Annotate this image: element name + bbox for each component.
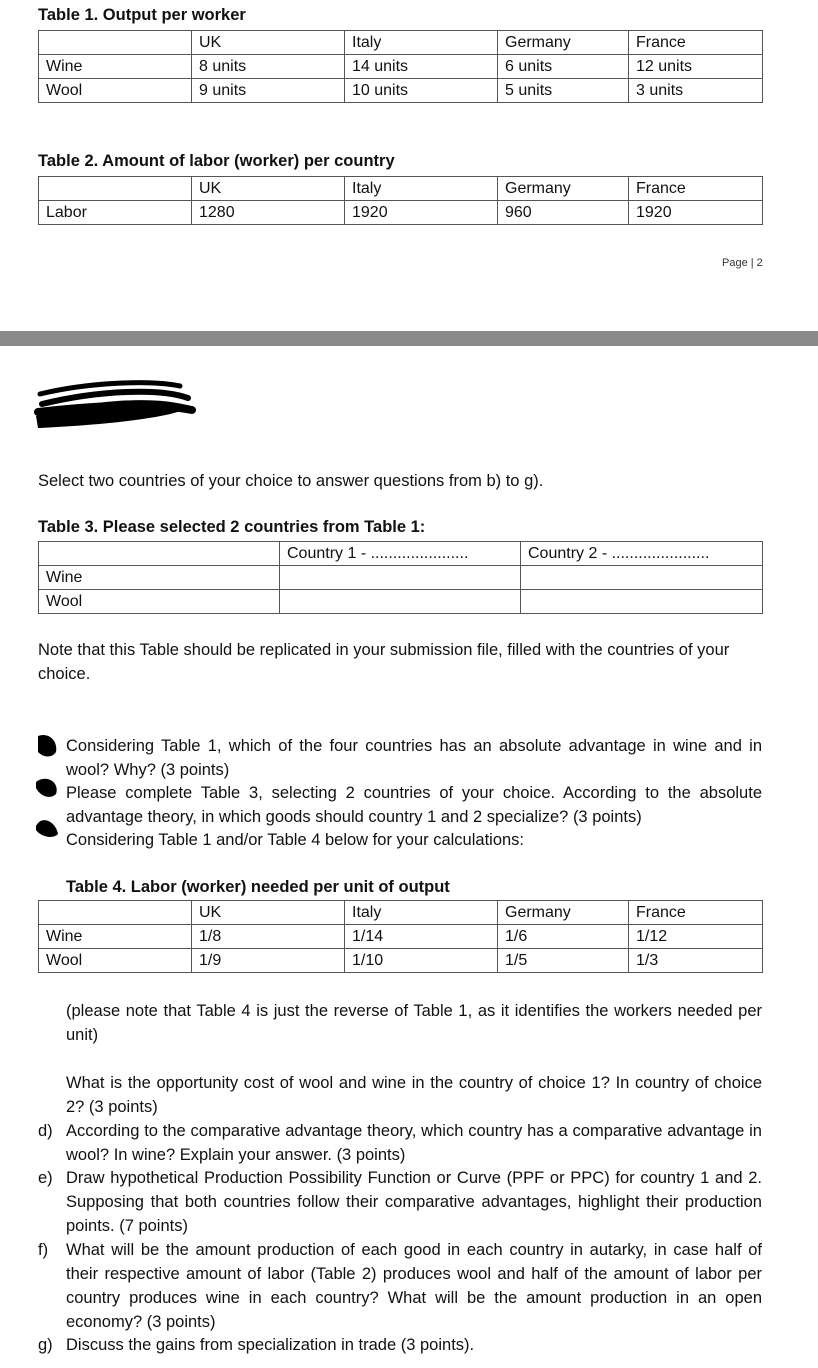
table-header-cell: Germany <box>498 901 629 925</box>
question-f: What will be the amount production of each good in each country in autarky, in case half of their respective amount of labor (Table 2) produces wool and half of the amount of labor per country produces wine in each country? What will be the amount production in an open economy? (3 points) <box>66 1241 762 1331</box>
table-cell <box>280 590 521 614</box>
question-d-label: d) <box>38 1122 53 1140</box>
table-cell: 1/5 <box>498 949 629 973</box>
question-a: Considering Table 1, which of the four countries has an absolute advantage in wine and in wool? Why? (3 points) <box>66 737 762 779</box>
table-header-cell: France <box>629 177 763 201</box>
question-b: Please complete Table 3, selecting 2 countries of your choice. According to the absolute advantage theory, in which goods should country 1 and 2 specialize? (3 points) <box>66 784 762 826</box>
table-header-cell: Italy <box>345 177 498 201</box>
page-number: Page | 2 <box>722 257 763 269</box>
question-e: Draw hypothetical Production Possibility Function or Curve (PPF or PPC) for country 1 and 2. Supposing that both countries follow their comparative advantages, highlight their production points. (7 points) <box>66 1169 762 1235</box>
instruction-text: Select two countries of your choice to answer questions from b) to g). <box>38 472 544 490</box>
table-cell: 1/12 <box>629 925 763 949</box>
question-d: According to the comparative advantage theory, which country has a comparative advantage in wool? In wine? Explain your answer. (3 points) <box>66 1122 762 1164</box>
table-row <box>39 177 763 201</box>
table-header-cell: Country 2 - ...................... <box>521 542 763 566</box>
table-row <box>39 925 763 949</box>
table-cell: 1/8 <box>192 925 345 949</box>
row-label: Wine <box>39 925 192 949</box>
redaction-scribble <box>30 372 200 434</box>
table-header-cell: UK <box>192 901 345 925</box>
table-header-cell: France <box>629 31 763 55</box>
page-divider <box>0 331 818 346</box>
table-cell: 9 units <box>192 79 345 103</box>
table-header-cell: UK <box>192 177 345 201</box>
question-e-label: e) <box>38 1169 53 1187</box>
row-label: Wine <box>39 55 192 79</box>
table-cell: 1/3 <box>629 949 763 973</box>
question-g-label: g) <box>38 1336 53 1354</box>
table-row <box>39 201 763 225</box>
table-cell: 1280 <box>192 201 345 225</box>
table-cell: 1/10 <box>345 949 498 973</box>
row-label: Wool <box>39 949 192 973</box>
table3-title: Table 3. Please selected 2 countries from Table 1: <box>38 518 426 536</box>
table-header-cell: France <box>629 901 763 925</box>
question-c: Considering Table 1 and/or Table 4 below for your calculations: <box>66 831 525 849</box>
table1 <box>38 30 763 103</box>
table-header-cell: Germany <box>498 31 629 55</box>
table1-title: Table 1. Output per worker <box>38 6 246 24</box>
table-cell: 1/14 <box>345 925 498 949</box>
table4 <box>38 900 763 973</box>
table-header-cell: Italy <box>345 901 498 925</box>
table-row <box>39 590 763 614</box>
table-row <box>39 79 763 103</box>
table-cell <box>39 177 192 201</box>
table-cell: 1/6 <box>498 925 629 949</box>
table-header-cell: Country 1 - ...................... <box>280 542 521 566</box>
table-row <box>39 542 763 566</box>
table-cell: 12 units <box>629 55 763 79</box>
row-label: Wool <box>39 79 192 103</box>
opportunity-cost-question: What is the opportunity cost of wool and wine in the country of choice 1? In country of choice 2? (3 points) <box>66 1074 762 1116</box>
table4-note: (please note that Table 4 is just the reverse of Table 1, as it identifies the workers needed per unit) <box>66 1002 762 1044</box>
table-cell: 1920 <box>629 201 763 225</box>
table-cell <box>521 566 763 590</box>
table-cell: 14 units <box>345 55 498 79</box>
question-f-label: f) <box>38 1241 49 1259</box>
table-cell <box>39 31 192 55</box>
table-cell: 960 <box>498 201 629 225</box>
table-cell: 6 units <box>498 55 629 79</box>
table-cell <box>39 542 280 566</box>
table-header-cell: Italy <box>345 31 498 55</box>
question-g: Discuss the gains from specialization in trade (3 points). <box>66 1336 475 1354</box>
redaction-mark <box>32 730 62 840</box>
table-row <box>39 31 763 55</box>
table-row <box>39 55 763 79</box>
table-header-cell: Germany <box>498 177 629 201</box>
table-cell: 1/9 <box>192 949 345 973</box>
table-cell: 10 units <box>345 79 498 103</box>
row-label: Wine <box>39 566 280 590</box>
table2-title: Table 2. Amount of labor (worker) per country <box>38 152 395 170</box>
row-label: Labor <box>39 201 192 225</box>
table-header-cell: UK <box>192 31 345 55</box>
table-cell: 3 units <box>629 79 763 103</box>
table-cell: 8 units <box>192 55 345 79</box>
table2 <box>38 176 763 225</box>
note-text: Note that this Table should be replicated in your submission file, filled with the countries of your choice. <box>38 641 730 683</box>
table-row <box>39 949 763 973</box>
table3 <box>38 541 763 614</box>
table-cell: 5 units <box>498 79 629 103</box>
table-cell <box>39 901 192 925</box>
table-cell <box>280 566 521 590</box>
table-row <box>39 901 763 925</box>
table-cell <box>521 590 763 614</box>
table-cell: 1920 <box>345 201 498 225</box>
table-row <box>39 566 763 590</box>
row-label: Wool <box>39 590 280 614</box>
table4-title: Table 4. Labor (worker) needed per unit of output <box>66 878 450 896</box>
